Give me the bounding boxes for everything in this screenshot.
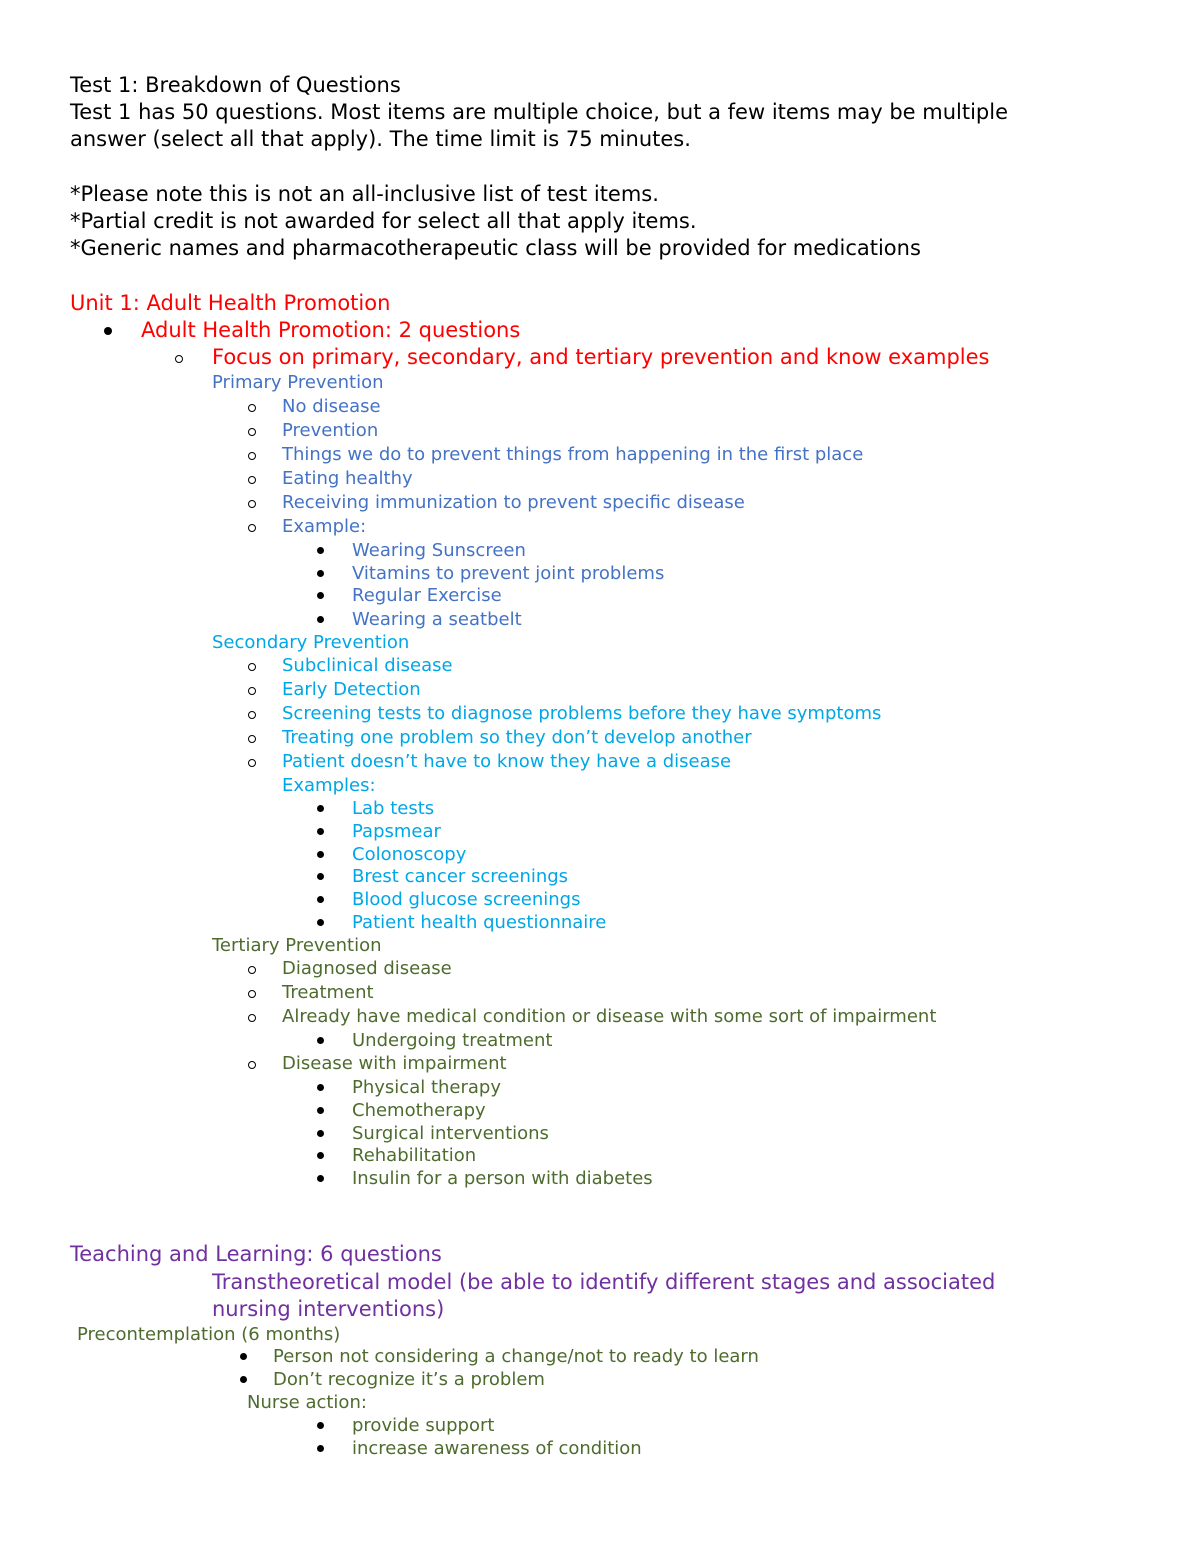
tertiary-item: Already have medical condition or disease with some sort of impairment: [282, 1006, 937, 1027]
tertiary-example: Surgical interventions: [352, 1123, 549, 1144]
primary-item: Things we do to prevent things from happening in the first place: [282, 444, 864, 465]
bullet-icon: [317, 873, 324, 880]
bullet-icon: [317, 1107, 324, 1114]
tertiary-item: Treatment: [282, 982, 374, 1003]
tertiary-example: Rehabilitation: [352, 1145, 477, 1166]
bullet-icon: [317, 919, 324, 926]
bullet-icon: [317, 1130, 324, 1137]
nurse-action-item: increase awareness of condition: [352, 1438, 642, 1459]
circle-bullet-icon: [248, 452, 256, 460]
tertiary-prevention-label: Tertiary Prevention: [212, 935, 382, 956]
bullet-icon: [104, 327, 112, 335]
transtheoretical-model-line-1: Transtheoretical model (be able to identify different stages and associated: [212, 1270, 996, 1294]
tertiary-example: Insulin for a person with diabetes: [352, 1168, 653, 1189]
primary-example: Wearing a seatbelt: [352, 609, 522, 630]
bullet-icon: [317, 1152, 324, 1159]
circle-bullet-icon: [248, 524, 256, 532]
tertiary-item: Diagnosed disease: [282, 958, 452, 979]
nurse-action-label: Nurse action:: [247, 1392, 367, 1413]
secondary-example: Brest cancer screenings: [352, 866, 569, 887]
circle-bullet-icon: [248, 759, 256, 767]
secondary-item: Screening tests to diagnose problems before they have symptoms: [282, 703, 882, 724]
intro-text-line-2: answer (select all that apply). The time limit is 75 minutes.: [70, 127, 691, 151]
bullet-icon: [317, 1422, 324, 1429]
teaching-heading: Teaching and Learning: 6 questions: [70, 1242, 442, 1266]
circle-bullet-icon: [248, 476, 256, 484]
circle-bullet-icon: [248, 404, 256, 412]
bullet-icon: [317, 547, 324, 554]
note-generic-names: *Generic names and pharmacotherapeutic class will be provided for medications: [70, 236, 921, 260]
tertiary-example: Chemotherapy: [352, 1100, 486, 1121]
bullet-icon: [317, 570, 324, 577]
primary-item: Eating healthy: [282, 468, 413, 489]
bullet-icon: [317, 1037, 324, 1044]
primary-example: Regular Exercise: [352, 585, 502, 606]
document-title: Test 1: Breakdown of Questions: [70, 73, 401, 97]
secondary-example: Lab tests: [352, 798, 435, 819]
bullet-icon: [317, 896, 324, 903]
bullet-icon: [317, 1175, 324, 1182]
tertiary-item: Disease with impairment: [282, 1053, 507, 1074]
precontemplation-item: Person not considering a change/not to ready to learn: [273, 1346, 759, 1367]
secondary-prevention-label: Secondary Prevention: [212, 632, 410, 653]
note-not-all-inclusive: *Please note this is not an all-inclusive list of test items.: [70, 182, 659, 206]
precontemplation-label: Precontemplation (6 months): [77, 1324, 341, 1345]
bullet-icon: [317, 828, 324, 835]
bullet-icon: [317, 805, 324, 812]
secondary-examples-label: Examples:: [282, 775, 376, 796]
unit-1-topic: Adult Health Promotion: 2 questions: [141, 318, 521, 342]
primary-item: Example:: [282, 516, 367, 537]
unit-1-focus: Focus on primary, secondary, and tertiary prevention and know examples: [212, 345, 990, 369]
bullet-icon: [240, 1376, 247, 1383]
unit-1-heading: Unit 1: Adult Health Promotion: [70, 291, 391, 315]
bullet-icon: [240, 1353, 247, 1360]
circle-bullet-icon: [248, 990, 256, 998]
secondary-example: Colonoscopy: [352, 844, 467, 865]
circle-bullet-icon: [248, 663, 256, 671]
transtheoretical-model-line-2: nursing interventions): [212, 1297, 445, 1321]
circle-bullet-icon: [248, 500, 256, 508]
primary-example: Wearing Sunscreen: [352, 540, 526, 561]
tertiary-example: Physical therapy: [352, 1077, 501, 1098]
circle-bullet-icon: [248, 1061, 256, 1069]
primary-example: Vitamins to prevent joint problems: [352, 563, 665, 584]
primary-item: Prevention: [282, 420, 379, 441]
circle-bullet-icon: [175, 355, 183, 363]
circle-bullet-icon: [248, 1014, 256, 1022]
bullet-icon: [317, 1445, 324, 1452]
secondary-item: Subclinical disease: [282, 655, 453, 676]
note-partial-credit: *Partial credit is not awarded for select all that apply items.: [70, 209, 697, 233]
intro-text-line-1: Test 1 has 50 questions. Most items are multiple choice, but a few items may be multiple: [70, 100, 1008, 124]
circle-bullet-icon: [248, 428, 256, 436]
bullet-icon: [317, 616, 324, 623]
secondary-example: Blood glucose screenings: [352, 889, 581, 910]
bullet-icon: [317, 851, 324, 858]
circle-bullet-icon: [248, 711, 256, 719]
primary-prevention-label: Primary Prevention: [212, 372, 384, 393]
precontemplation-item: Don’t recognize it’s a problem: [273, 1369, 545, 1390]
secondary-item: Patient doesn’t have to know they have a disease: [282, 751, 732, 772]
secondary-example: Patient health questionnaire: [352, 912, 607, 933]
secondary-item: Treating one problem so they don’t develop another: [282, 727, 752, 748]
secondary-item: Early Detection: [282, 679, 421, 700]
circle-bullet-icon: [248, 687, 256, 695]
primary-item: Receiving immunization to prevent specific disease: [282, 492, 745, 513]
bullet-icon: [317, 592, 324, 599]
circle-bullet-icon: [248, 966, 256, 974]
secondary-example: Papsmear: [352, 821, 441, 842]
tertiary-sub-item: Undergoing treatment: [352, 1030, 553, 1051]
bullet-icon: [317, 1084, 324, 1091]
primary-item: No disease: [282, 396, 381, 417]
circle-bullet-icon: [248, 735, 256, 743]
nurse-action-item: provide support: [352, 1415, 495, 1436]
